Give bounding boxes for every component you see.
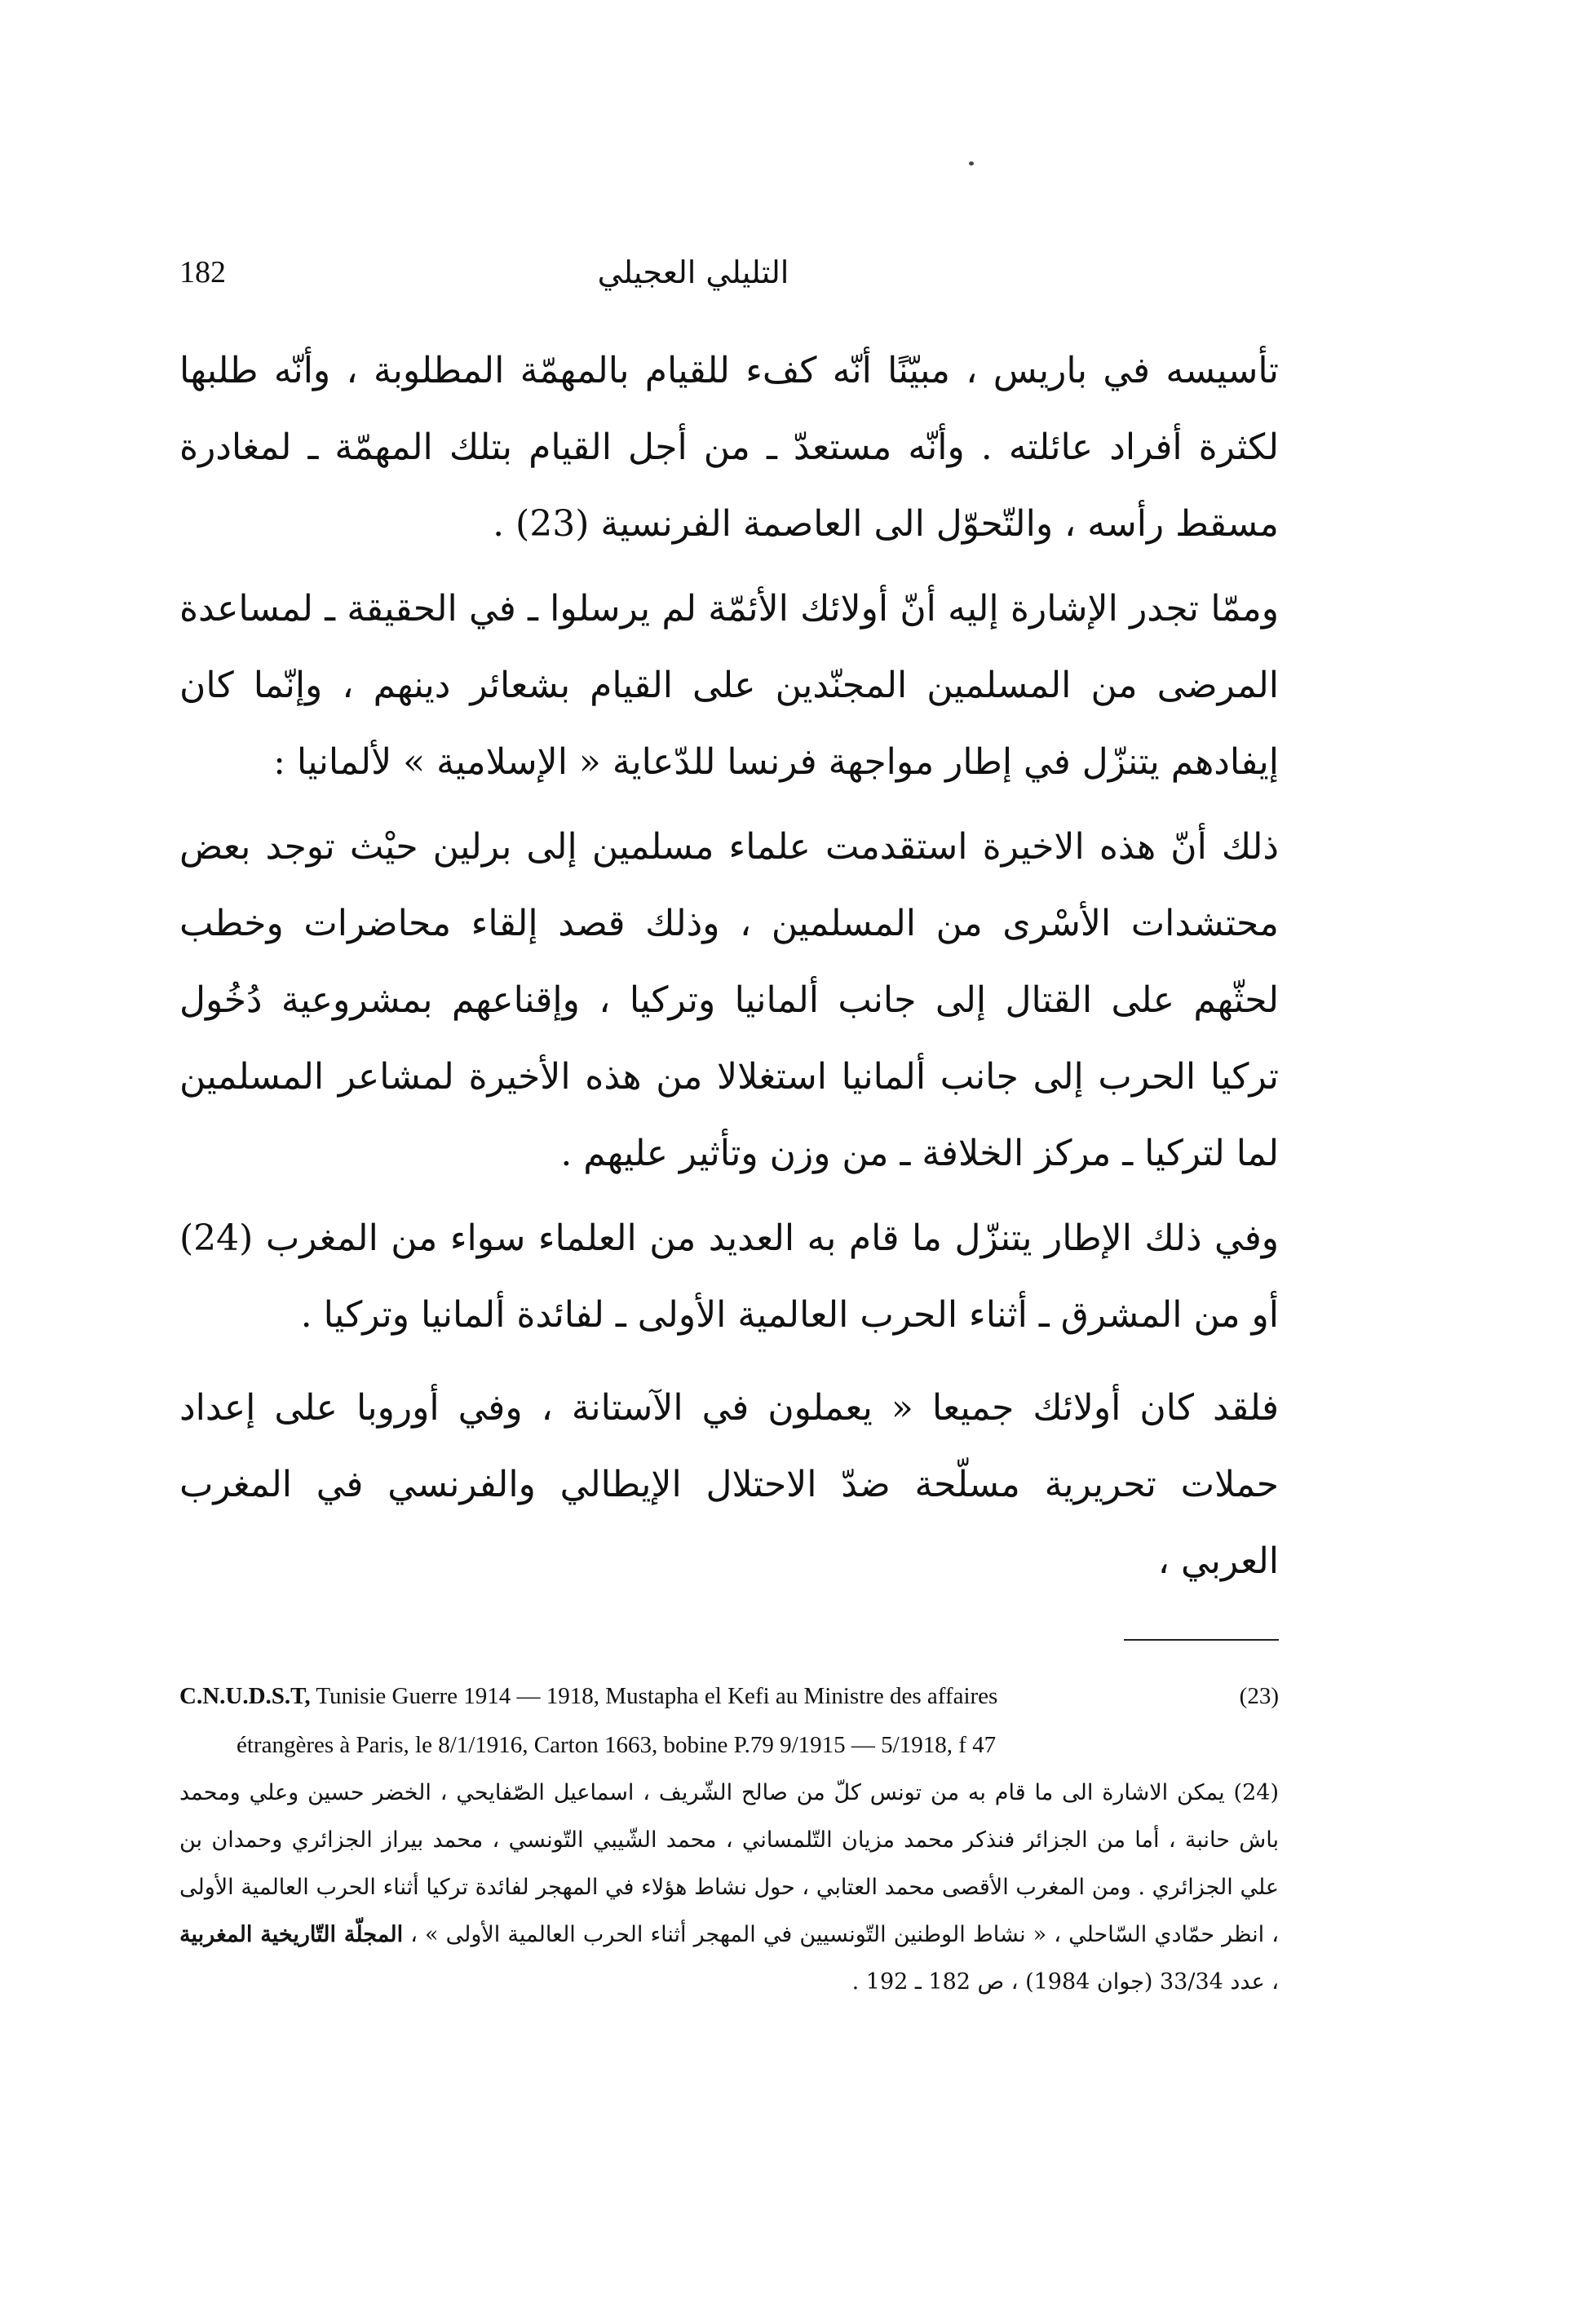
footnote-23-line1: Tunisie Guerre 1914 — 1918, Mustapha el Kefi au Ministre des affaires xyxy=(316,1683,998,1709)
page-header xyxy=(179,254,1279,303)
footnote-24 xyxy=(179,1770,1279,2006)
paragraph-4: وفي ذلك الإطار يتنزّل ما قام به العديد من العلماء سواء من المغرب (24) أو من المشرق ـ أثناء الحرب العالمية الأولى ـ لفائدة ألمانيا وتركيا . xyxy=(179,1217,1279,1336)
paragraph-3: ذلك أنّ هذه الاخيرة استقدمت علماء مسلمين إلى برلين حيْث توجد بعض محتشدات الأسْرى من المسلمين ، وذلك قصد إلقاء محاضرات وخطب لحثّهم على القتال إلى جانب ألمانيا وتركيا ، وإقناعهم بمشروعية دُخُول تركيا الحرب إلى جانب ألمانيا استغلالا من هذه الأخيرة لمشاعر المسلمين لما لتركيا ـ مركز الخلافة ـ من وزن وتأثير عليهم . xyxy=(179,826,1280,1174)
footnote-24-journal: المجلّة التّاريخية المغربية xyxy=(179,1922,404,1947)
paragraph-5: فلقد كان أولائك جميعا « يعملون في الآستانة ، وفي أوروبا على إعداد حملات تحريرية مسلّحة ضدّ الاحتلال الإيطالي والفرنسي في المغرب العربي ، xyxy=(179,1387,1279,1582)
footnote-23 xyxy=(179,1672,1279,1770)
body-text xyxy=(179,333,1279,1608)
footnote-23-source: C.N.U.D.S.T, xyxy=(179,1683,311,1709)
running-title: التليلي العجيلي xyxy=(597,254,789,290)
footnote-24-citation: ، عدد 33/34 (جوان 1984) ، ص 182 ـ 192 . xyxy=(851,1969,1279,1995)
paragraph-2: وممّا تجدر الإشارة إليه أنّ أولائك الأئمّة لم يرسلوا ـ في الحقيقة ـ لمساعدة المرضى من المسلمين المجنّدين على القيام بشعائر دينهم ، وإنّما كان إيفادهم يتنزّل في إطار مواجهة فرنسا للدّعاية « الإسلامية » لألمانيا : xyxy=(179,588,1279,783)
scan-speck xyxy=(969,161,974,166)
page-number: 182 xyxy=(179,255,226,289)
footnote-23-number: (23) xyxy=(1239,1683,1279,1709)
footnote-23-line2: étrangères à Paris, le 8/1/1916, Carton 1663, bobine P.79 9/1915 — 5/1918, f 47 xyxy=(237,1732,997,1758)
footnote-24-number: (24) xyxy=(1233,1780,1279,1805)
footnotes xyxy=(179,1672,1279,2006)
footnote-24-text: يمكن الاشارة الى ما قام به من تونس كلّ من صالح الشّريف ، اسماعيل الصّفايحي ، الخضر حسين وعلي ومحمد باش حانبة ، أما من الجزائر فنذكر محمد مزيان التّلمساني ، محمد الشّيبي التّونسي ، محمد بيراز الجزائري وحمدان بن علي الجزائري . ومن المغرب الأقصى محمد العتابي ، حول نشاط هؤلاء في المهجر لفائدة تركيا أثناء الحرب العالمية الأولى ، انظر حمّادي السّاحلي ، « نشاط الوطنين التّونسيين في المهجر أثناء الحرب العالمية الأولى » ، xyxy=(179,1780,1279,1947)
paragraph-1: تأسيسه في باريس ، مبيّنًا أنّه كفء للقيام بالمهمّة المطلوبة ، وأنّه طلبها لكثرة أفراد عائلته . وأنّه مستعدّ ـ من أجل القيام بتلك المهمّة ـ لمغادرة مسقط رأسه ، والتّحوّل الى العاصمة الفرنسية (23) . xyxy=(179,350,1279,545)
footnote-separator xyxy=(1124,1639,1279,1641)
